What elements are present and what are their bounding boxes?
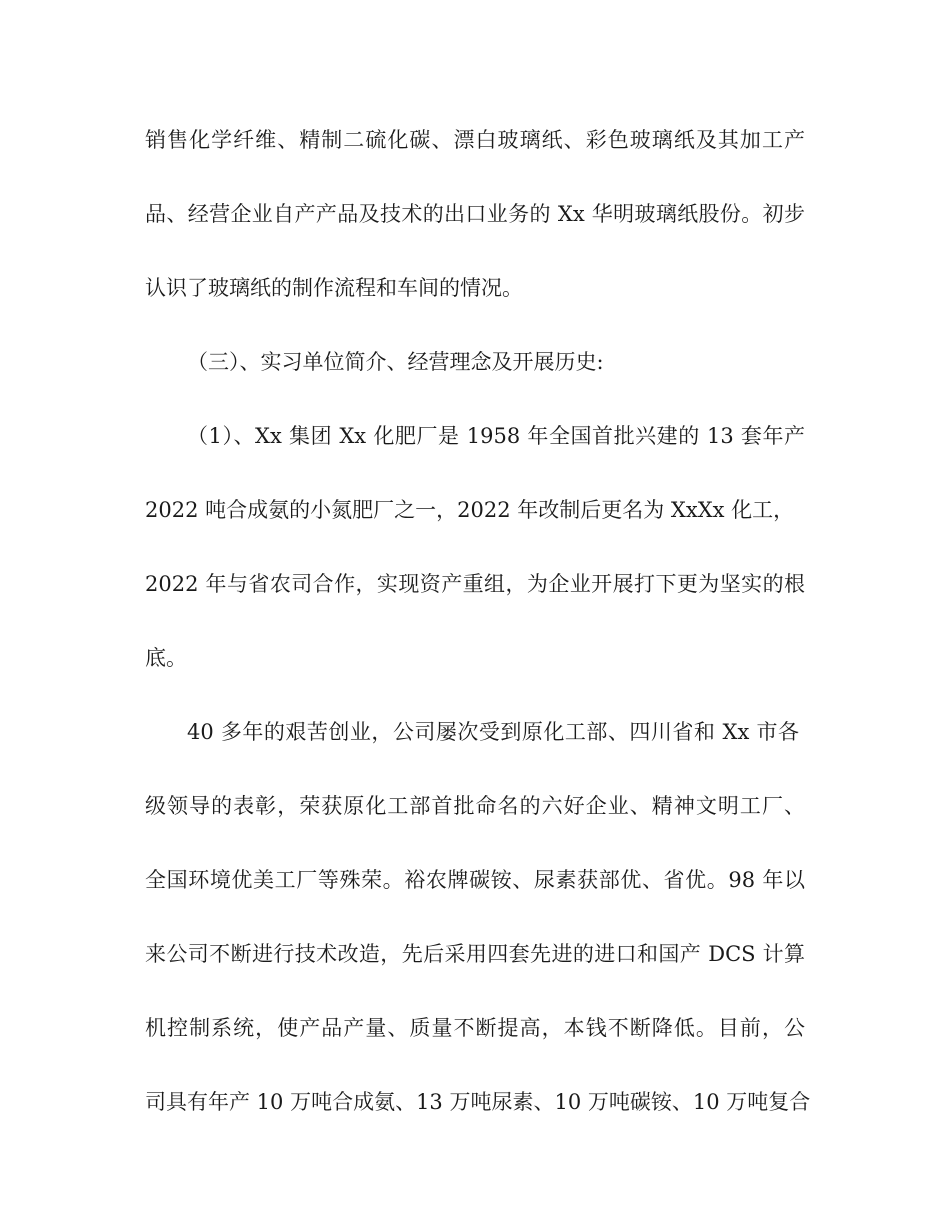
text-line-7: 2022 年与省农司合作，实现资产重组，为企业开展打下更为坚实的根: [145, 572, 805, 596]
text-line-10: 级领导的表彰，荣获原化工部首批命名的六好企业、精神文明工厂、: [145, 794, 805, 818]
text-line-14: 司具有年产 10 万吨合成氨、13 万吨尿素、10 万吨碳铵、10 万吨复合: [145, 1090, 811, 1114]
text-line-3: 认识了玻璃纸的制作流程和车间的情况。: [145, 276, 523, 300]
text-line-5: （1）、Xx 集团 Xx 化肥厂是 1958 年全国首批兴建的 13 套年产: [187, 424, 805, 448]
text-line-6: 2022 吨合成氨的小氮肥厂之一，2022 年改制后更名为 XxXx 化工，: [145, 498, 795, 522]
text-line-12: 来公司不断进行技术改造，先后采用四套先进的进口和国产 DCS 计算: [145, 942, 805, 966]
text-line-1: 销售化学纤维、精制二硫化碳、漂白玻璃纸、彩色玻璃纸及其加工产: [145, 128, 805, 152]
text-line-2: 品、经营企业自产产品及技术的出口业务的 Xx 华明玻璃纸股份。初步: [145, 202, 805, 226]
text-line-9: 40 多年的艰苦创业，公司屡次受到原化工部、四川省和 Xx 市各: [187, 720, 799, 744]
text-line-11: 全国环境优美工厂等殊荣。裕农牌碳铵、尿素获部优、省优。98 年以: [145, 868, 805, 892]
section-heading: （三）、实习单位简介、经营理念及开展历史:: [187, 350, 604, 374]
text-line-13: 机控制系统，使产品产量、质量不断提高，本钱不断降低。目前，公: [145, 1016, 805, 1040]
text-line-8: 底。: [145, 646, 187, 670]
